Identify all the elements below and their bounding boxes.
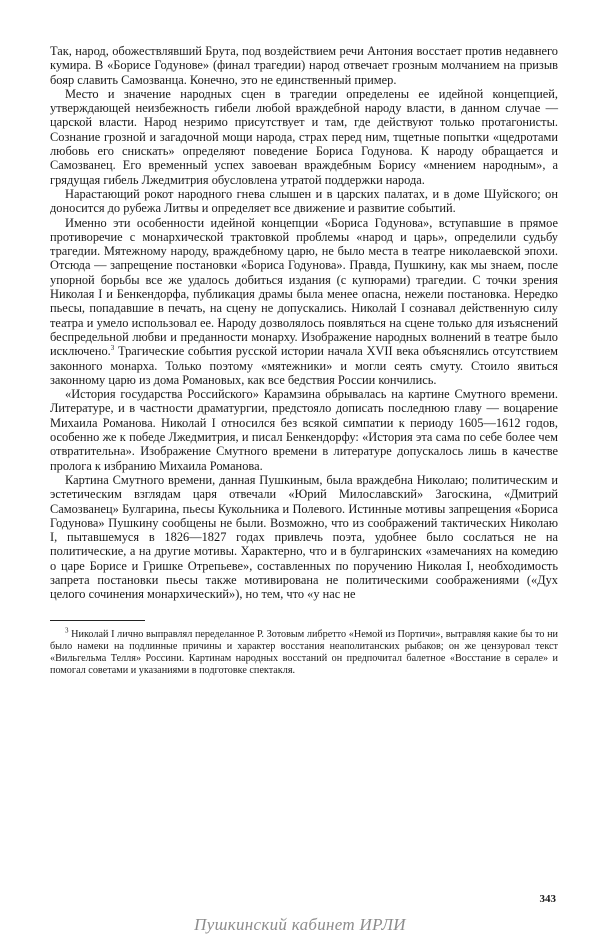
footnote-divider [50, 620, 145, 621]
footnote-number: 3 [65, 626, 69, 635]
paragraph-3: Нарастающий рокот народного гнева слышен и в царских палатах, и в доме Шуйского; он доносится до рубежа Литвы и определяет все движение и развитие событий. [50, 186, 558, 216]
paragraph-4-tail: Трагические события русской истории начала XVII века объяснялись отсутствием законного монарха. Только поэтому «мятежники» и могли сеять смуту. Стоило явиться законному царю из дома Романовых, как все бедствия России кончились. [50, 344, 558, 387]
footnote-text: Николай I лично выправлял переделанное Р. Зотовым либретто «Немой из Портичи», вытравляя какие бы то ни было намеки на подлинные причины и характер восстания неаполитанских рыбаков; он же цензуровал текст «Вильгельма Телля» Россини. Картинам народных восстаний он предпочитал балетное «Восстание в серале» и помогал советами и указаниями в подготовке спектакля. [50, 628, 558, 677]
paragraph-4-text: Именно эти особенности идейной концепции «Бориса Годунова», вступавшие в прямое противоречие с монархической трактовкой проблемы «народ и царь», определили судьбу трагедии. Мятежному народу, враждебному царю, не было места в театре николаевской эпохи. Отсюда — запрещение постановки «Бориса Годунова». Правда, Пушкину, как мы знаем, после упорной борьбы все же удалось добиться издания (с купюрами) трагедии. С точки зрения Николая I и Бенкендорфа, публикация драмы была менее опасна, нежели постановка. Нередко пьесы, попадавшие в печать, на сцену не допускались. Николай I сознавал действенную силу театра и умело использовал ее. Народу дозволялось появляться на сцене только для изъяснений беспредельной любви и преданности монарху. Изображение народных волнений в театре было исключено. [50, 215, 558, 359]
paragraph-1: Так, народ, обожествлявший Брута, под воздействием речи Антония восстает против недавнего кумира. В «Борисе Годунове» (финал трагедии) народ отвечает грозным молчанием на призыв бояр славить Самозванца. Конечно, это не единственный пример. [50, 44, 558, 87]
paragraph-4 [50, 216, 558, 388]
page-body [50, 44, 558, 677]
paragraph-6: Картина Смутного времени, данная Пушкиным, была враждебна Николаю; политическим и эстетическим взглядам царя отвечали «Юрий Милославский» Загоскина, «Дмитрий Самозванец» Булгарина, пьесы Кукольника и Полевого. Истинные мотивы запрещения «Бориса Годунова» Пушкину сообщены не были. Возможно, что из соображений тактических Николаю I, пытавшемуся в 1826—1827 годах привлечь поэта, удобнее было сослаться не на политические, а на другие мотивы. Характерно, что и в булгаринских «замечаниях на комедию о царе Борисе и Гришке Отрепьеве», составленных по поручению Николая I, необходимость запрета постановки пьесы также мотивирована не политическими соображениями («Дух целого сочинения монархический»), но тем, что «у нас не [50, 472, 558, 602]
footnote-ref[interactable]: 3 [110, 344, 115, 353]
paragraph-5: «История государства Российского» Карамзина обрывалась на картине Смутного времени. Литературе, и в частности драматургии, предстояло дописать последнюю главу — воцарение Михаила Романова. Николай I относился без всякой симпатии к периоду 1605—1612 годов, особенно же к победе Лжедмитрия, и писал Бенкендорфу: «История эта сама по себе более чем отвратительна». Изображение Смутного времени в литературе допускалось лишь в качестве пролога к избранию Михаила Романова. [50, 387, 558, 473]
watermark: Пушкинский кабинет ИРЛИ [194, 915, 406, 934]
footnote [50, 626, 558, 678]
page-number: 343 [539, 893, 556, 905]
paragraph-2: Место и значение народных сцен в трагедии определены ее идейной концепцией, утверждающей неизбежность гибели любой враждебной народу власти, в данном случае — царской власти. Народ незримо присутствует и там, где действуют только протагонисты. Сознание грозной и загадочной мощи народа, страх перед ним, тщетные попытки «щедротами любовь его снискать» определяют поведение Бориса Годунова. К народу обращается и Самозванец. Его временный успех завоеван враждебным Борису «мнением народным», а грядущая гибель Лжедмитрия обусловлена утратой поддержки народа. [50, 86, 558, 187]
